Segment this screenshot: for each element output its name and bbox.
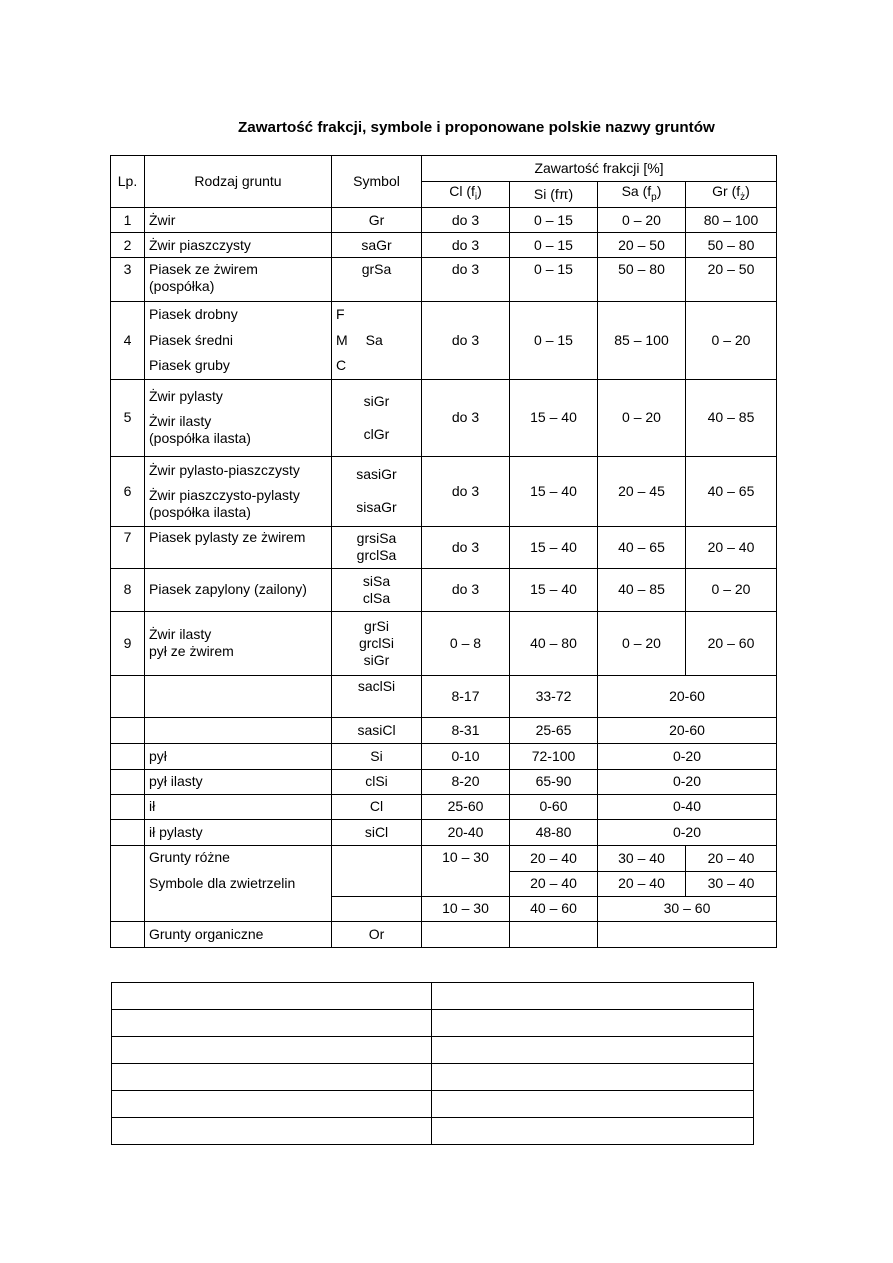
table-row: 3 Piasek ze żwirem (pospółka) grSa do 3 0 – 15 50 – 80 20 – 50 — [111, 258, 777, 302]
header-zawartosc: Zawartość frakcji [%] — [422, 156, 777, 182]
table-row: 6 Żwir pylasto-piaszczysty Żwir piaszczysto-pylasty (pospółka ilasta) sasiGr sisaGr do 3 15 – 40 20 – 45 40 – 65 — [111, 456, 777, 526]
table-row: ił Cl 25-60 0-60 0-40 — [111, 794, 777, 819]
header-lp: Lp. — [111, 156, 145, 208]
table-row: 4 Piasek drobny Piasek średni Piasek gruby F M Sa C do 3 0 – 15 85 – 100 0 – 20 — [111, 302, 777, 380]
table-row: 2 Żwir piaszczysty saGr do 3 0 – 15 20 – 50 50 – 80 — [111, 233, 777, 258]
header-gr: Gr $(f_ż)$ — [686, 182, 777, 208]
table-row: 9 Żwir ilasty pył ze żwirem grSi grclSi siGr 0 – 8 40 – 80 0 – 20 20 – 60 — [111, 611, 777, 675]
blank-row — [112, 1037, 754, 1064]
table-row: 7 Piasek pylasty ze żwirem grsiSa grclSa do 3 15 – 40 40 – 65 20 – 40 — [111, 526, 777, 568]
table-row: 20 – 40 20 – 40 30 – 40 — [111, 871, 777, 896]
header-rodzaj: Rodzaj gruntu — [145, 156, 332, 208]
table-row: Grunty różne Symbole dla zwietrzelin 10 – 30 20 – 40 30 – 40 20 – 40 — [111, 845, 777, 871]
table-row: 5 Żwir pylasty Żwir ilasty (pospółka ilasta) siGr clGr do 3 15 – 40 0 – 20 40 – 85 — [111, 379, 777, 456]
blank-row — [112, 1118, 754, 1145]
page-title: Zawartość frakcji, symbole i proponowane polskie nazwy gruntów — [238, 119, 715, 136]
table-row: saclSi 8-17 33-72 20-60 — [111, 675, 777, 717]
header-cl: Cl $(f_i)$ — [422, 182, 510, 208]
table-row: pył ilasty clSi 8-20 65-90 0-20 — [111, 769, 777, 794]
table-row: sasiCl 8-31 25-65 20-60 — [111, 717, 777, 743]
blank-row — [112, 983, 754, 1010]
blank-row — [112, 1010, 754, 1037]
header-si: Si (fπ) — [510, 182, 598, 208]
header-row — [111, 156, 777, 182]
table-row: 10 – 30 40 – 60 30 – 60 — [111, 896, 777, 921]
table-row: 8 Piasek zapylony (zailony) siSa clSa do 3 15 – 40 40 – 85 0 – 20 — [111, 568, 777, 611]
soil-fractions-table — [110, 155, 777, 948]
header-sa: Sa $(f_p)$ — [598, 182, 686, 208]
header-symbol: Symbol — [332, 156, 422, 208]
blank-row — [112, 1091, 754, 1118]
table-row: Grunty organiczne Or — [111, 921, 777, 947]
blank-row — [112, 1064, 754, 1091]
table-row: ił pylasty siCl 20-40 48-80 0-20 — [111, 819, 777, 845]
blank-table — [111, 982, 754, 1145]
table-row: 1 Żwir Gr do 3 0 – 15 0 – 20 80 – 100 — [111, 208, 777, 233]
table-row: pył Si 0-10 72-100 0-20 — [111, 743, 777, 769]
